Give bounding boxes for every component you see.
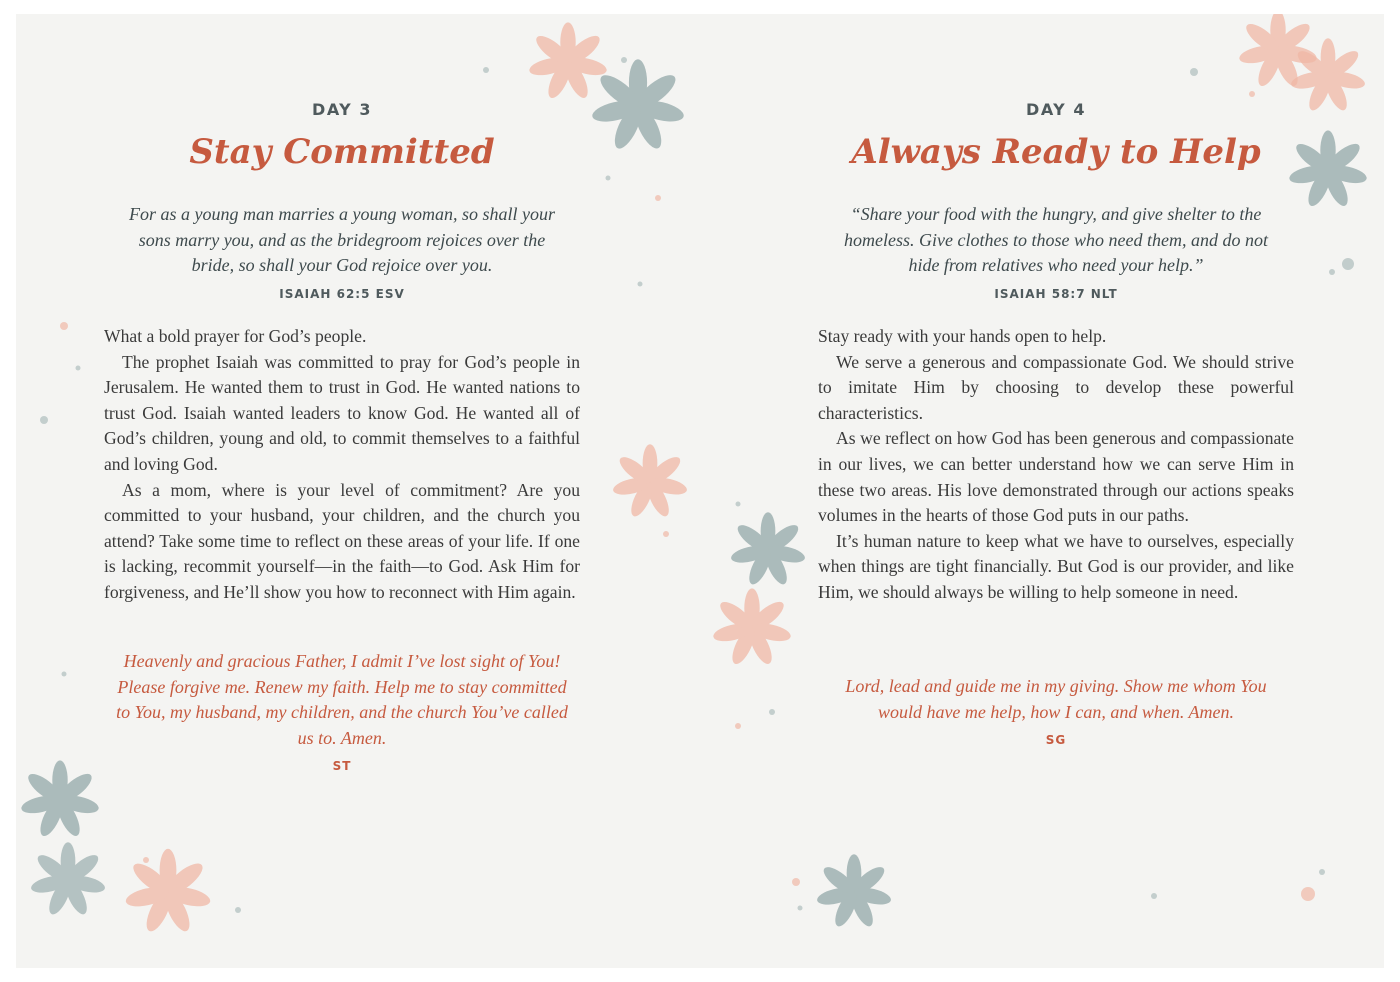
day-label: DAY 3 [312,100,372,119]
prayer-text: Lord, lead and guide me in my giving. Show me whom You would have me help, how I can, and when. Amen. [845,676,1267,722]
scripture-verse: For as a young man marries a young woman, so shall your sons marry you, and as the bridegroom rejoices over the bride, so shall your God rejoice over you. [129,204,555,276]
devotion-title: Always Ready to Help [851,132,1261,172]
body-paragraph: We serve a generous and compassionate God. We should strive to imitate Him by choosing to develop these powerful characteristics. [818,351,1294,423]
scripture-verse: “Share your food with the hungry, and give shelter to the homeless. Give clothes to those who need them, and do not hide from relatives who need your help.” [844,204,1268,276]
author-initials: SG [1045,733,1067,747]
body-paragraph: It’s human nature to keep what we have to ourselves, especially when things are tight financially. But God is our provider, and like Him, we should always be willing to help someone in need. [818,530,1294,602]
scripture-reference: ISAIAH 62:5 ESV [279,287,405,301]
flower-icon [612,444,689,519]
devotion-title: Stay Committed [189,132,495,172]
devotion-body [818,324,1294,606]
body-paragraph: As a mom, where is your level of commitment? Are you committed to your husband, your children, and the church you attend? Take some time to reflect on these areas of your life. If one is lacking, recommit yourself—in the faith—to God. Ask Him for forgiveness, and He’ll show you how to reconnect with Him again. [104,479,580,602]
flower-icon [712,588,793,667]
author-initials: ST [332,759,352,773]
scripture-reference: ISAIAH 58:7 NLT [994,287,1118,301]
right-page [818,14,1294,968]
devotion-body [104,324,580,606]
body-paragraph: Stay ready with your hands open to help. [818,326,1107,346]
flower-icon [30,842,107,917]
body-paragraph: As we reflect on how God has been generous and compassionate in our lives, we can better understand how we can serve Him in these two areas. His love demonstrated through our actions speaks volumes in the hearts of those God puts in our paths. [818,428,1294,526]
flower-icon [730,512,807,587]
prayer-text: Heavenly and gracious Father, I admit I’ve lost sight of You! Please forgive me. Renew my faith. Help me to stay committed to You, my husband, my children, and the church You’ve called us to. Amen. [116,651,568,748]
flower-icon [20,760,101,839]
day-label: DAY 4 [1026,100,1086,119]
left-page [104,14,580,968]
body-paragraph: The prophet Isaiah was committed to pray for God’s people in Jerusalem. He wanted them to trust in God. He wanted nations to trust God. Isaiah wanted leaders to know God. He wanted all of God’s children, young and old, to commit themselves to a faithful and loving God. [104,351,580,474]
body-paragraph: What a bold prayer for God’s people. [104,326,367,346]
flower-icon [1288,130,1369,209]
book-spread [16,14,1384,968]
